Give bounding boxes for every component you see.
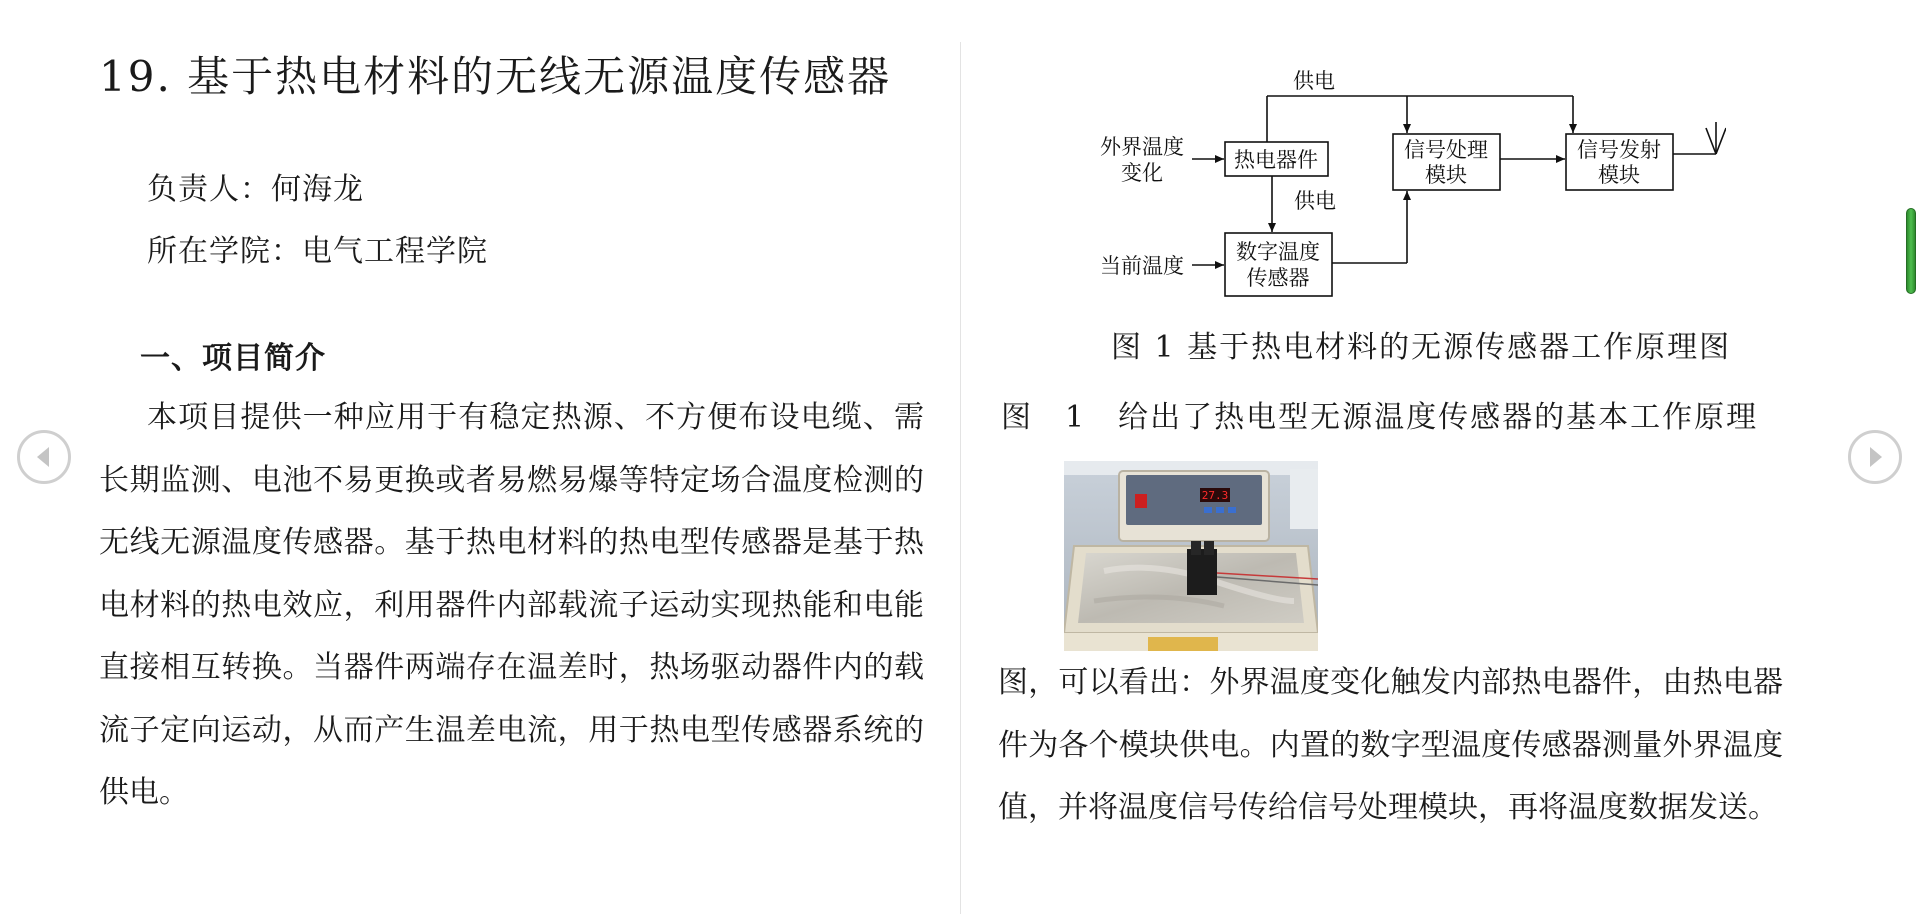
thermoelectric-device-label: 热电器件 xyxy=(1234,148,1318,172)
digital-sensor-label-1: 数字温度 xyxy=(1236,240,1320,264)
current-temp-label: 当前温度 xyxy=(1100,254,1184,278)
signal-transmit-label-1: 信号发射 xyxy=(1577,138,1661,162)
intro-paragraph: 本项目提供一种应用于有稳定热源、不方便布设电缆、需长期监测、电池不易更换或者易燃易爆等特定场合温度检测的无线无源温度传感器。基于热电材料的热电型传感器是基于热电材料的热电效应，利用器件内部载流子运动实现热能和电能直接相互转换。当器件两端存在温差时，热场驱动器件内的载流子定向运动，从而产生温差电流，用于热电型传感器系统的供电。 xyxy=(99,400,924,810)
signal-processing-label-2: 模块 xyxy=(1425,163,1467,187)
digital-sensor-label-2: 传感器 xyxy=(1246,266,1310,290)
project-leader: 负责人：何海龙 xyxy=(147,172,364,207)
next-page-button[interactable] xyxy=(1848,430,1902,484)
signal-processing-label-1: 信号处理 xyxy=(1404,138,1488,162)
supply-label-top: 供电 xyxy=(1293,69,1335,93)
chevron-left-icon xyxy=(20,433,68,481)
principle-paragraph-start: 图 1 给出了热电型无源温度传感器的基本工作原理 xyxy=(1001,400,1759,435)
project-college: 所在学院：电气工程学院 xyxy=(147,234,488,269)
photo-led-readout: 27.3 xyxy=(1201,489,1229,502)
working-principle-diagram xyxy=(1096,56,1726,306)
sensor-device-photo xyxy=(1064,461,1318,651)
page-title: 19. 基于热电材料的无线无源温度传感器 xyxy=(99,52,892,101)
scrollbar-thumb[interactable] xyxy=(1906,208,1916,294)
external-temp-label-1: 外界温度 xyxy=(1100,135,1184,159)
supply-label-mid: 供电 xyxy=(1294,189,1336,213)
signal-transmit-label-2: 模块 xyxy=(1598,163,1640,187)
previous-page-button[interactable] xyxy=(17,430,71,484)
principle-paragraph-continued: 图，可以看出：外界温度变化触发内部热电器件，由热电器件为各个模块供电。内置的数字型温度传感器测量外界温度值，并将温度信号传给信号处理模块，再将温度数据发送。 xyxy=(998,665,1783,825)
external-temp-label-2: 变化 xyxy=(1121,161,1163,185)
section-heading: 一、项目简介 xyxy=(140,341,326,376)
chevron-right-icon xyxy=(1851,433,1899,481)
right-page xyxy=(961,0,1920,914)
figure-caption: 图 1 基于热电材料的无源传感器工作原理图 xyxy=(1111,330,1732,365)
